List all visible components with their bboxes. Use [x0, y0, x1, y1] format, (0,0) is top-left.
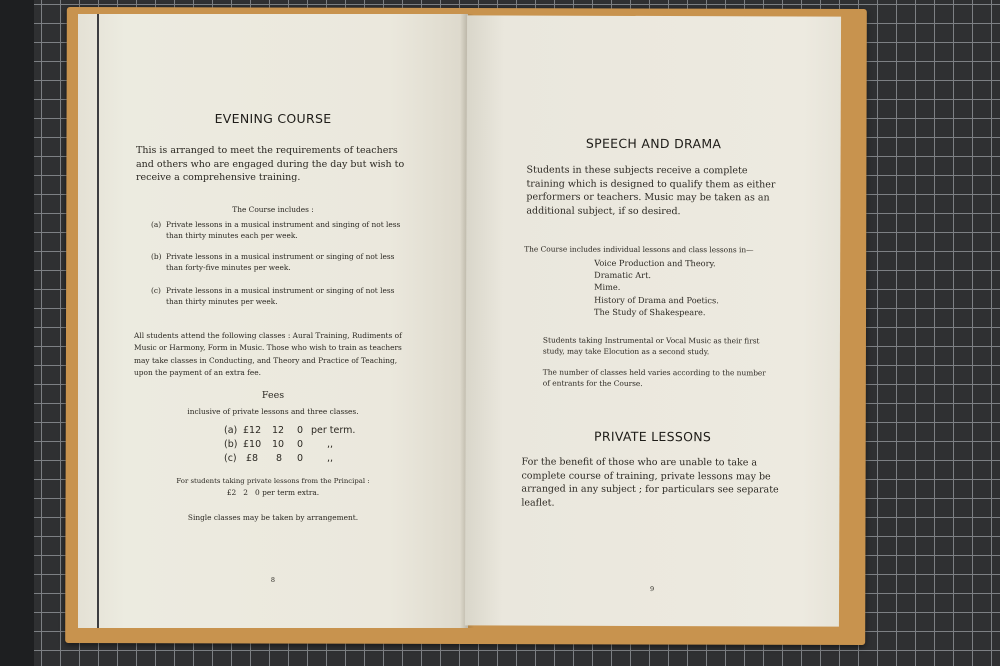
speech-intro: Students in these subjects receive a complete training which is designed to qualify them as either performers or teachers. Music may be taken as an additional subject, if so desired.: [526, 164, 776, 217]
subject-item: Voice Production and Theory.: [594, 257, 716, 269]
classes-number-note: The number of classes held varies according to the number of entrants for the Course.: [542, 367, 766, 388]
left-page: [78, 14, 468, 628]
binding-line: [97, 14, 99, 628]
fee-pounds: £10: [243, 439, 262, 450]
principal-line-1: For students taking private lessons from the Principal :: [176, 477, 370, 485]
evening-course-intro: This is arranged to meet the requirements of teachers and others who are engaged during the day but wish to receive a comprehensive training.: [136, 145, 405, 183]
course-item-b: [151, 252, 401, 273]
principal-line-2: £2 2 0 per term extra.: [226, 488, 320, 497]
course-item-a: [151, 220, 401, 241]
classes-paragraph: All students attend the following classes : Aural Training, Rudiments of Music or Harmony, Form in Music. Those who wish to train as teachers may take classes in Conducting, and Theory and Practice of Teaching, upon the payment of an extra fee.: [134, 331, 402, 377]
subject-item: The Study of Shakespeare.: [594, 306, 706, 317]
item-marker: (a): [151, 220, 162, 229]
fee-row-c: [224, 453, 394, 467]
fee-shillings: 10: [272, 439, 285, 450]
item-text: Private lessons in a musical instrument or singing of not less than forty-five minutes per week.: [166, 252, 395, 272]
fees-subtitle: inclusive of private lessons and three classes.: [187, 407, 359, 416]
subject-item: Mime.: [594, 282, 621, 293]
subject-item: Dramatic Art.: [594, 269, 652, 281]
page-number-left: 8: [270, 576, 276, 584]
speech-and-drama-title: SPEECH AND DRAMA: [585, 135, 722, 152]
mat-edge: [0, 0, 34, 666]
fee-row-a: [224, 425, 394, 439]
course-includes-label: The Course includes :: [232, 205, 314, 214]
fee-note: ,,: [327, 453, 334, 464]
instrumental-note: Students taking Instrumental or Vocal Music as their first study, may take Elocution as a second study.: [542, 335, 760, 357]
subjects-list: [594, 257, 719, 318]
fee-pence: 0: [297, 453, 304, 464]
single-classes-note: Single classes may be taken by arrangement.: [187, 513, 359, 522]
fee-note: per term.: [311, 425, 356, 436]
fee-label: (b): [224, 439, 238, 450]
fees-table: [224, 425, 394, 467]
item-text: Private lessons in a musical instrument or singing of not less than thirty minutes per week.: [166, 286, 395, 306]
fee-pence: 0: [297, 425, 304, 436]
item-marker: (c): [151, 286, 161, 295]
fee-label: (c): [224, 453, 237, 464]
fee-pounds: £12: [243, 425, 262, 436]
fee-row-b: [224, 439, 394, 453]
evening-course-title: EVENING COURSE: [214, 111, 332, 126]
right-page: [465, 15, 841, 626]
fee-pence: 0: [297, 439, 304, 450]
fee-label: (a): [224, 425, 238, 436]
private-lessons-text: For the benefit of those who are unable to take a complete course of training, private lessons may be arranged in any subject ; for particulars see separate leaflet.: [521, 456, 779, 509]
fees-title: Fees: [261, 390, 285, 401]
fee-shillings: 8: [276, 453, 283, 464]
fee-shillings: 12: [272, 425, 285, 436]
subject-item: History of Drama and Poetics.: [594, 294, 719, 305]
item-marker: (b): [151, 252, 162, 261]
item-text: Private lessons in a musical instrument and singing of not less than thirty minutes each per week.: [166, 220, 401, 240]
course-item-c: [151, 286, 401, 307]
course-includes-lessons: The Course includes individual lessons and class lessons in—: [524, 244, 754, 255]
fee-note: ,,: [327, 439, 334, 450]
page-number-right: 9: [649, 584, 655, 594]
private-lessons-title: PRIVATE LESSONS: [594, 428, 712, 445]
fee-pounds: £8: [246, 453, 259, 464]
